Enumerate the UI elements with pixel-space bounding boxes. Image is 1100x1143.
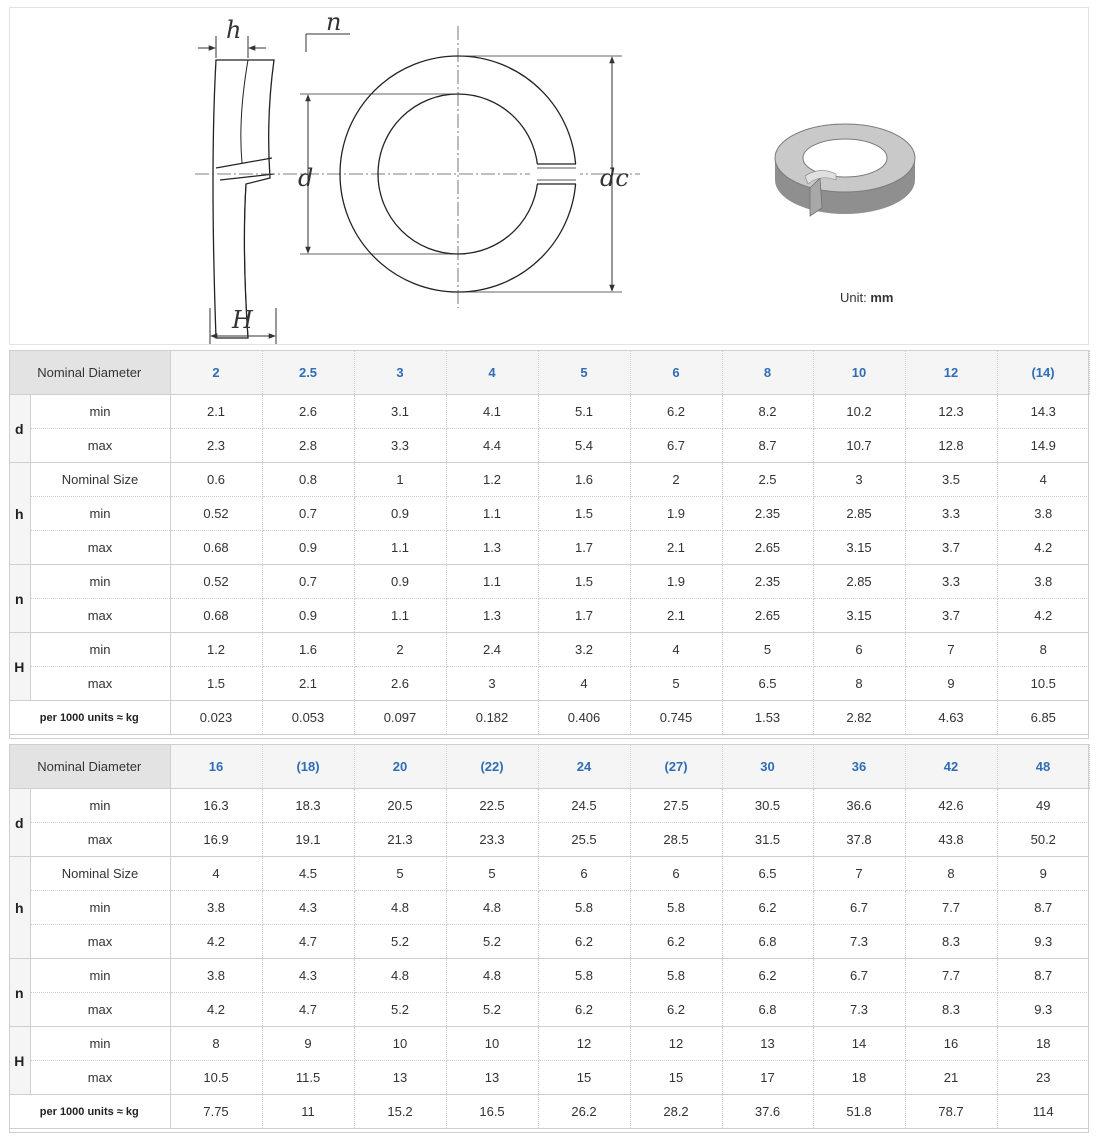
table-row (9, 599, 1089, 633)
row-label: max (30, 993, 170, 1027)
table-cell: 16.9 (170, 823, 262, 857)
table-cell: 27.5 (630, 789, 722, 823)
table-cell: 3.3 (905, 497, 997, 531)
weight-cell: 0.182 (446, 701, 538, 735)
table-cell: 4.7 (262, 925, 354, 959)
table-cell: 1.7 (538, 599, 630, 633)
table-cell: 3.15 (813, 531, 905, 565)
table-cell: 12.8 (905, 429, 997, 463)
table-cell: 3.5 (905, 463, 997, 497)
table-cell: 2.6 (262, 395, 354, 429)
spec-table-1 (9, 350, 1090, 735)
table-cell: 25.5 (538, 823, 630, 857)
header-row (9, 350, 1089, 395)
table-cell: 6.5 (722, 667, 813, 701)
size-col: 8 (722, 350, 813, 395)
table-row (9, 959, 1089, 993)
weight-cell: 0.023 (170, 701, 262, 735)
row-label: min (30, 633, 170, 667)
weight-cell: 0.745 (630, 701, 722, 735)
table-cell: 6.2 (538, 993, 630, 1027)
table-cell: 13 (446, 1061, 538, 1095)
weight-cell: 0.097 (354, 701, 446, 735)
table-cell: 3 (813, 463, 905, 497)
table-cell: 9.3 (997, 993, 1089, 1027)
table-cell: 9.3 (997, 925, 1089, 959)
table-cell: 42.6 (905, 789, 997, 823)
table-cell: 5.4 (538, 429, 630, 463)
weight-cell: 114 (997, 1095, 1089, 1129)
table-cell: 1.2 (170, 633, 262, 667)
table-cell: 6.2 (722, 959, 813, 993)
table-row (9, 463, 1089, 497)
table-cell: 2.8 (262, 429, 354, 463)
side-view (213, 60, 274, 338)
table-cell: 7.3 (813, 993, 905, 1027)
table-cell: 30.5 (722, 789, 813, 823)
table-cell: 4.2 (170, 925, 262, 959)
table-cell: 22.5 (446, 789, 538, 823)
weight-label: per 1000 units ≈ kg (9, 1095, 170, 1129)
table-cell: 50.2 (997, 823, 1089, 857)
table-cell: 13 (722, 1027, 813, 1061)
table-cell: 8.7 (997, 959, 1089, 993)
weight-cell: 26.2 (538, 1095, 630, 1129)
dim-label-h: h (226, 16, 242, 44)
group-label-n: n (9, 959, 30, 1027)
table-cell: 20.5 (354, 789, 446, 823)
weight-cell: 1.53 (722, 701, 813, 735)
table-cell: 1.1 (446, 497, 538, 531)
size-col: 4 (446, 350, 538, 395)
row-label: max (30, 823, 170, 857)
table-cell: 2.65 (722, 531, 813, 565)
table-cell: 1 (354, 463, 446, 497)
size-col: 36 (813, 744, 905, 789)
weight-cell: 2.82 (813, 701, 905, 735)
table-cell: 6 (813, 633, 905, 667)
table-row (9, 395, 1089, 429)
table-cell: 1.9 (630, 497, 722, 531)
spring-washer-drawing (10, 8, 1090, 346)
size-col: 5 (538, 350, 630, 395)
row-label: max (30, 667, 170, 701)
table-cell: 6.8 (722, 993, 813, 1027)
nominal-diameter-label: Nominal Diameter (9, 744, 170, 789)
table-cell: 4.8 (354, 959, 446, 993)
table-cell: 23.3 (446, 823, 538, 857)
table-cell: 31.5 (722, 823, 813, 857)
table-cell: 4.8 (354, 891, 446, 925)
size-col: 42 (905, 744, 997, 789)
table-cell: 19.1 (262, 823, 354, 857)
size-col: 2.5 (262, 350, 354, 395)
weight-cell: 0.053 (262, 701, 354, 735)
table-cell: 8.3 (905, 993, 997, 1027)
row-label: min (30, 789, 170, 823)
size-col: 2 (170, 350, 262, 395)
table-cell: 18 (997, 1027, 1089, 1061)
table-cell: 1.2 (446, 463, 538, 497)
weight-cell: 28.2 (630, 1095, 722, 1129)
table-cell: 0.52 (170, 497, 262, 531)
table-cell: 2 (354, 633, 446, 667)
table-cell: 1.1 (446, 565, 538, 599)
table-row (9, 925, 1089, 959)
table-cell: 8.3 (905, 925, 997, 959)
weight-cell: 78.7 (905, 1095, 997, 1129)
table-cell: 2.65 (722, 599, 813, 633)
table-cell: 5.8 (630, 959, 722, 993)
table-row (9, 429, 1089, 463)
table-cell: 37.8 (813, 823, 905, 857)
table-cell: 5 (446, 857, 538, 891)
weight-row (9, 1095, 1089, 1129)
table-cell: 1.5 (170, 667, 262, 701)
table-cell: 12 (538, 1027, 630, 1061)
table-cell: 6 (538, 857, 630, 891)
table-cell: 21 (905, 1061, 997, 1095)
table-cell: 4.3 (262, 959, 354, 993)
table-cell: 2.1 (630, 531, 722, 565)
table-cell: 2 (630, 463, 722, 497)
table-cell: 3.7 (905, 599, 997, 633)
weight-cell: 37.6 (722, 1095, 813, 1129)
table-cell: 18.3 (262, 789, 354, 823)
table-cell: 1.3 (446, 531, 538, 565)
table-cell: 3.8 (997, 565, 1089, 599)
table-cell: 5.2 (354, 925, 446, 959)
table-row (9, 497, 1089, 531)
table-cell: 2.1 (170, 395, 262, 429)
weight-cell: 0.406 (538, 701, 630, 735)
table-cell: 6.2 (630, 993, 722, 1027)
table-cell: 0.9 (354, 565, 446, 599)
table-cell: 4.2 (170, 993, 262, 1027)
table-cell: 6.7 (813, 891, 905, 925)
spec-table-2 (9, 744, 1090, 1129)
table-cell: 0.8 (262, 463, 354, 497)
table-cell: 6.2 (630, 395, 722, 429)
table-row (9, 1061, 1089, 1095)
row-label: max (30, 531, 170, 565)
table-cell: 0.7 (262, 497, 354, 531)
table-cell: 5.8 (538, 891, 630, 925)
size-col: (22) (446, 744, 538, 789)
table-cell: 8 (170, 1027, 262, 1061)
table-cell: 13 (354, 1061, 446, 1095)
table-cell: 8 (905, 857, 997, 891)
table-cell: 6 (630, 857, 722, 891)
table-cell: 3.1 (354, 395, 446, 429)
table-cell: 1.1 (354, 531, 446, 565)
table-cell: 4.3 (262, 891, 354, 925)
size-col: 6 (630, 350, 722, 395)
table-cell: 5 (722, 633, 813, 667)
row-label: min (30, 497, 170, 531)
table-cell: 10.7 (813, 429, 905, 463)
table-cell: 4.5 (262, 857, 354, 891)
group-label-h: h (9, 463, 30, 565)
table-cell: 0.9 (262, 599, 354, 633)
table-cell: 14.3 (997, 395, 1089, 429)
table-cell: 3.8 (170, 959, 262, 993)
dim-label-n: n (326, 8, 342, 36)
weight-cell: 4.63 (905, 701, 997, 735)
table-cell: 2.85 (813, 565, 905, 599)
table-cell: 14 (813, 1027, 905, 1061)
table-cell: 7.3 (813, 925, 905, 959)
table-cell: 2.1 (630, 599, 722, 633)
table-cell: 0.68 (170, 599, 262, 633)
table-cell: 0.52 (170, 565, 262, 599)
table-cell: 2.35 (722, 565, 813, 599)
table-cell: 7.7 (905, 959, 997, 993)
weight-cell: 16.5 (446, 1095, 538, 1129)
table-cell: 2.35 (722, 497, 813, 531)
table-cell: 8.7 (722, 429, 813, 463)
table-row (9, 823, 1089, 857)
table-cell: 8 (997, 633, 1089, 667)
table-cell: 10 (354, 1027, 446, 1061)
table-cell: 4 (170, 857, 262, 891)
table-cell: 3.8 (170, 891, 262, 925)
table-cell: 6.7 (813, 959, 905, 993)
table-row (9, 531, 1089, 565)
table-cell: 5.2 (446, 925, 538, 959)
table-cell: 6.8 (722, 925, 813, 959)
table-cell: 6.2 (722, 891, 813, 925)
nominal-diameter-label: Nominal Diameter (9, 350, 170, 395)
table-cell: 1.5 (538, 565, 630, 599)
table-cell: 2.1 (262, 667, 354, 701)
table-cell: 3.8 (997, 497, 1089, 531)
table-cell: 2.6 (354, 667, 446, 701)
size-col: 12 (905, 350, 997, 395)
table-cell: 36.6 (813, 789, 905, 823)
table-cell: 2.3 (170, 429, 262, 463)
table-cell: 3.15 (813, 599, 905, 633)
table-cell: 1.9 (630, 565, 722, 599)
row-label: min (30, 565, 170, 599)
size-col: 48 (997, 744, 1089, 789)
table-cell: 3 (446, 667, 538, 701)
table-cell: 49 (997, 789, 1089, 823)
group-label-H: H (9, 1027, 30, 1095)
row-label: Nominal Size (30, 857, 170, 891)
table-cell: 4.7 (262, 993, 354, 1027)
table-cell: 4.4 (446, 429, 538, 463)
size-col: (18) (262, 744, 354, 789)
table-cell: 1.1 (354, 599, 446, 633)
group-label-H: H (9, 633, 30, 701)
table-cell: 4.2 (997, 531, 1089, 565)
table-cell: 6.2 (538, 925, 630, 959)
row-label: min (30, 1027, 170, 1061)
table-cell: 4.1 (446, 395, 538, 429)
table-cell: 8.2 (722, 395, 813, 429)
table-cell: 1.3 (446, 599, 538, 633)
table-cell: 2.4 (446, 633, 538, 667)
washer-3d-illustration (775, 124, 915, 216)
unit-label: Unit: mm (840, 290, 894, 305)
table-cell: 10.5 (997, 667, 1089, 701)
row-label: max (30, 1061, 170, 1095)
table-cell: 17 (722, 1061, 813, 1095)
table-cell: 1.6 (538, 463, 630, 497)
table-cell: 24.5 (538, 789, 630, 823)
table-cell: 7 (813, 857, 905, 891)
group-label-d: d (9, 789, 30, 857)
table-cell: 4.8 (446, 891, 538, 925)
table-row (9, 565, 1089, 599)
row-label: max (30, 429, 170, 463)
table-cell: 8 (813, 667, 905, 701)
table-cell: 4.2 (997, 599, 1089, 633)
table-cell: 5 (630, 667, 722, 701)
dim-label-H: H (232, 306, 253, 334)
table-cell: 0.7 (262, 565, 354, 599)
table-cell: 21.3 (354, 823, 446, 857)
table-cell: 0.9 (262, 531, 354, 565)
table-cell: 8.7 (997, 891, 1089, 925)
technical-drawing-panel (9, 7, 1089, 345)
table-cell: 3.3 (905, 565, 997, 599)
table-cell: 6.2 (630, 925, 722, 959)
size-col: 16 (170, 744, 262, 789)
table-cell: 15 (538, 1061, 630, 1095)
table-cell: 1.6 (262, 633, 354, 667)
size-col: 10 (813, 350, 905, 395)
row-label: Nominal Size (30, 463, 170, 497)
table-row (9, 1027, 1089, 1061)
table-cell: 1.5 (538, 497, 630, 531)
group-label-d: d (9, 395, 30, 463)
group-label-n: n (9, 565, 30, 633)
row-label: min (30, 891, 170, 925)
table-cell: 23 (997, 1061, 1089, 1095)
row-label: min (30, 395, 170, 429)
table-cell: 6.5 (722, 857, 813, 891)
size-col: 30 (722, 744, 813, 789)
row-label: max (30, 599, 170, 633)
table-cell: 7.7 (905, 891, 997, 925)
table-cell: 7 (905, 633, 997, 667)
table-cell: 5.8 (630, 891, 722, 925)
row-label: min (30, 959, 170, 993)
header-row (9, 744, 1089, 789)
table-row (9, 633, 1089, 667)
table-cell: 2.85 (813, 497, 905, 531)
weight-cell: 11 (262, 1095, 354, 1129)
size-col: (14) (997, 350, 1089, 395)
table-cell: 28.5 (630, 823, 722, 857)
size-col: 20 (354, 744, 446, 789)
table-cell: 3.7 (905, 531, 997, 565)
table-row (9, 993, 1089, 1027)
table-cell: 43.8 (905, 823, 997, 857)
table-cell: 4 (538, 667, 630, 701)
table-cell: 10 (446, 1027, 538, 1061)
weight-row (9, 701, 1089, 735)
weight-cell: 7.75 (170, 1095, 262, 1129)
table-cell: 0.68 (170, 531, 262, 565)
table-cell: 14.9 (997, 429, 1089, 463)
table-cell: 4.8 (446, 959, 538, 993)
table-cell: 5.8 (538, 959, 630, 993)
unit-value: mm (870, 290, 894, 305)
table-cell: 5.2 (446, 993, 538, 1027)
table-cell: 18 (813, 1061, 905, 1095)
table-cell: 12 (630, 1027, 722, 1061)
table-cell: 5.1 (538, 395, 630, 429)
table-cell: 9 (997, 857, 1089, 891)
dim-label-d: d (298, 164, 314, 192)
table-cell: 3.3 (354, 429, 446, 463)
table-cell: 4 (630, 633, 722, 667)
weight-cell: 51.8 (813, 1095, 905, 1129)
size-col: 24 (538, 744, 630, 789)
row-label: max (30, 925, 170, 959)
table-cell: 2.5 (722, 463, 813, 497)
size-col: 3 (354, 350, 446, 395)
table-cell: 0.6 (170, 463, 262, 497)
table-row (9, 891, 1089, 925)
dim-label-dc: dc (600, 164, 629, 192)
table-cell: 16.3 (170, 789, 262, 823)
group-label-h: h (9, 857, 30, 959)
table-cell: 9 (262, 1027, 354, 1061)
table-cell: 15 (630, 1061, 722, 1095)
table-cell: 3.2 (538, 633, 630, 667)
table-cell: 10.5 (170, 1061, 262, 1095)
table-cell: 0.9 (354, 497, 446, 531)
table-row (9, 857, 1089, 891)
table-cell: 9 (905, 667, 997, 701)
table-cell: 1.7 (538, 531, 630, 565)
table-row (9, 789, 1089, 823)
table-cell: 5.2 (354, 993, 446, 1027)
size-col: (27) (630, 744, 722, 789)
table-cell: 16 (905, 1027, 997, 1061)
weight-cell: 15.2 (354, 1095, 446, 1129)
table-cell: 4 (997, 463, 1089, 497)
weight-cell: 6.85 (997, 701, 1089, 735)
weight-label: per 1000 units ≈ kg (9, 701, 170, 735)
table-cell: 10.2 (813, 395, 905, 429)
table-cell: 11.5 (262, 1061, 354, 1095)
table-row (9, 667, 1089, 701)
table-cell: 6.7 (630, 429, 722, 463)
table-cell: 5 (354, 857, 446, 891)
table-cell: 12.3 (905, 395, 997, 429)
